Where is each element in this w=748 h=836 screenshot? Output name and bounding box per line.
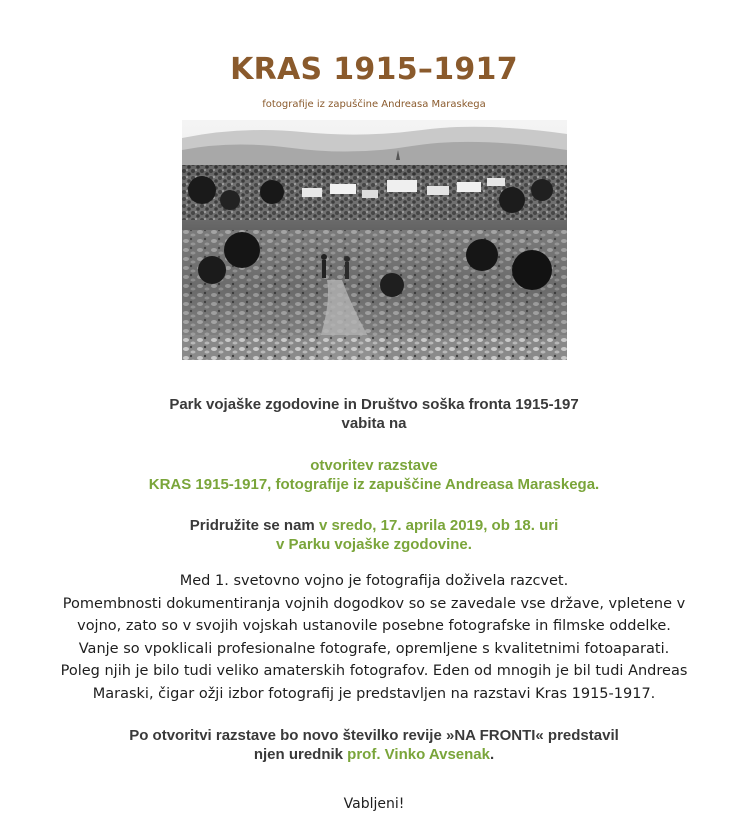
historic-landscape-photo	[182, 120, 567, 360]
event-line: otvoritev razstave	[310, 457, 438, 474]
date-line	[0, 516, 748, 535]
banner-subtitle: fotografije iz zapuščine Andreasa Maraskega	[262, 99, 486, 110]
magazine-line	[0, 745, 748, 764]
closing-text: Vabljeni!	[343, 796, 405, 812]
magazine-prefix: njen urednik	[253, 746, 348, 763]
invitation-line: vabita na	[341, 415, 407, 432]
magazine-line: Po otvoritvi razstave bo novo številko revije »NA FRONTI« predstavil	[129, 727, 619, 744]
body-line: Poleg njih je bilo tudi veliko amaterskih fotografov. Eden od mnogih je bil tudi Andreas	[60, 663, 688, 679]
date-section	[0, 516, 748, 554]
photo-illustration	[182, 120, 567, 360]
date-where: v Parku vojaške zgodovine.	[276, 536, 472, 553]
body-paragraph	[20, 570, 728, 705]
magazine-suffix: .	[490, 746, 495, 763]
editor-name: prof. Vinko Avsenak	[347, 746, 490, 763]
date-when: v sredo, 17. aprila 2019, ob 18. uri	[318, 517, 559, 534]
body-line: Vanje so vpoklicali profesionalne fotografe, opremljene s kvalitetnimi fotoaparati.	[78, 640, 670, 657]
invitation-line: Park vojaške zgodovine in Društvo soška fronta 1915-197	[169, 396, 579, 413]
body-line: Maraski, čigar ožji izbor fotografij je predstavljen na razstavi Kras 1915-1917.	[92, 685, 656, 702]
body-line: vojno, zato so v svojih vojskah ustanovile posebne fotografske in filmske oddelke.	[77, 618, 671, 634]
body-line: Pomembnosti dokumentiranja vojnih dogodkov so se zavedale vse države, vpletene v	[62, 595, 686, 612]
body-line: Med 1. svetovno vojno je fotografija doživela razcvet.	[179, 573, 569, 589]
date-prefix: Pridružite se nam	[189, 517, 319, 534]
invitation-section	[0, 395, 748, 433]
event-title: KRAS 1915-1917, fotografije iz zapuščine Andreasa Maraskega.	[148, 476, 600, 493]
magazine-section	[0, 726, 748, 764]
banner-title: KRAS 1915–1917	[230, 52, 518, 87]
event-section	[0, 456, 748, 494]
